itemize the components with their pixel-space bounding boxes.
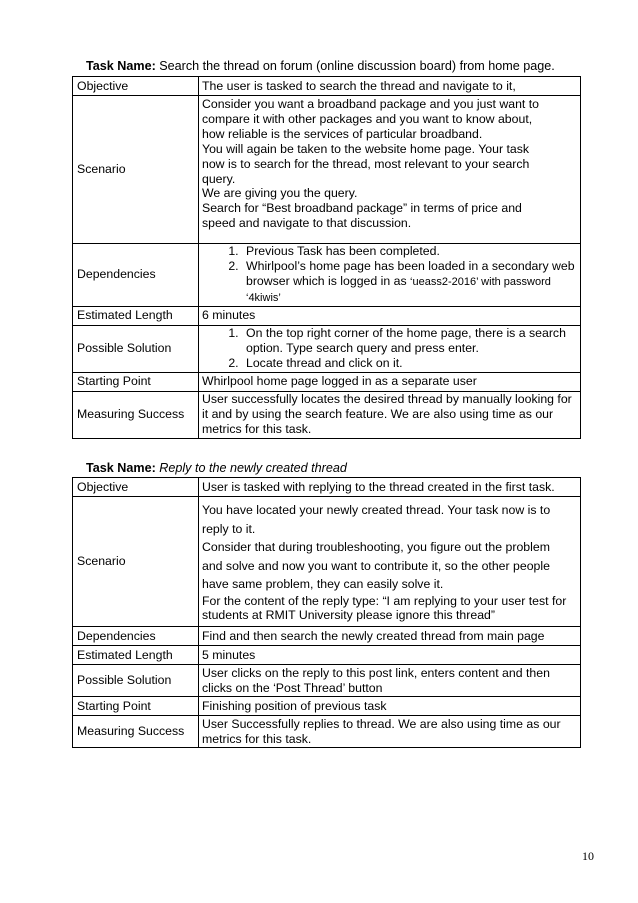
task2-solution-label: Possible Solution <box>73 665 199 697</box>
task2-row-scenario <box>73 497 581 627</box>
task2-success-label: Measuring Success <box>73 716 199 748</box>
task2-row-length <box>73 646 581 665</box>
scenario-line: reply to it. <box>202 521 256 536</box>
task2-dependencies: Find and then search the newly created thread from main page <box>199 627 581 646</box>
task1-row-solution <box>73 325 581 372</box>
task1-length: 6 minutes <box>199 306 581 325</box>
task2-scenario-label: Scenario <box>73 497 199 627</box>
scenario-line: We are giving you the query. <box>202 186 358 201</box>
task2-objective-label: Objective <box>73 478 199 497</box>
task1-row-success <box>73 391 581 438</box>
task1-heading-label: Task Name: <box>86 59 156 73</box>
task1-solution <box>199 325 581 372</box>
dependency-item <box>242 259 578 306</box>
task2-start-label: Starting Point <box>73 697 199 716</box>
task2-row-success <box>73 716 581 748</box>
task1-objective: The user is tasked to search the thread and navigate to it, <box>199 77 581 96</box>
scenario-line: query. <box>202 171 236 186</box>
task2-row-objective <box>73 478 581 497</box>
page-number: 10 <box>582 849 594 863</box>
task1-start-label: Starting Point <box>73 372 199 391</box>
task2-row-solution <box>73 665 581 697</box>
scenario-line: and solve and now you want to contribute it, so the other people <box>202 558 550 573</box>
dependency-text: Whirlpool’s home page has been loaded in a secondary web browser which is logged in as <box>246 258 575 288</box>
scenario-line: Search for “Best broadband package” in terms of price and <box>202 201 522 216</box>
task1-row-dependencies <box>73 244 581 307</box>
task1-solution-label: Possible Solution <box>73 325 199 372</box>
task2-row-start <box>73 697 581 716</box>
task2-solution: User clicks on the reply to this post link, enters content and then clicks on the ‘Post Thread’ button <box>199 665 581 697</box>
task1-row-scenario <box>73 96 581 244</box>
task2-scenario <box>199 497 581 627</box>
task1-objective-label: Objective <box>73 77 199 96</box>
task2-objective: User is tasked with replying to the thread created in the first task. <box>199 478 581 497</box>
task1-start: Whirlpool home page logged in as a separate user <box>199 372 581 391</box>
task2-dependencies-label: Dependencies <box>73 627 199 646</box>
task1-heading <box>86 59 555 73</box>
task1-row-objective <box>73 77 581 96</box>
task1-row-length <box>73 306 581 325</box>
scenario-line: Consider you want a broadband package and you just want to <box>202 97 540 111</box>
task1-dependencies <box>199 244 581 307</box>
task2-start: Finishing position of previous task <box>199 697 581 716</box>
scenario-line: compare it with other packages and you want to know about, <box>202 111 533 126</box>
task1-scenario <box>199 96 581 244</box>
solution-item: 1. On the top right corner of the home page, there is a search option. Type search query and press enter. <box>242 326 578 356</box>
solution-item: 2. Locate thread and click on it. <box>242 356 578 371</box>
task1-heading-text: Search the thread on forum (online discussion board) from home page. <box>159 59 555 73</box>
task2-heading-text: Reply to the newly created thread <box>159 461 347 475</box>
task1-table <box>72 76 581 439</box>
scenario-line: how reliable is the services of particular broadband. <box>202 126 483 141</box>
scenario-line: now is to search for the thread, most relevant to your search <box>202 156 530 171</box>
scenario-line: Consider that during troubleshooting, you figure out the problem <box>202 540 550 555</box>
task2-table <box>72 477 581 748</box>
task2-length-label: Estimated Length <box>73 646 199 665</box>
task2-success: User Successfully replies to thread. We are also using time as our metrics for this task. <box>199 716 581 748</box>
task2-heading-label: Task Name: <box>86 461 156 475</box>
scenario-line: You have located your newly created thread. Your task now is to <box>202 503 551 518</box>
task1-dependencies-label: Dependencies <box>73 244 199 307</box>
task1-scenario-label: Scenario <box>73 96 199 244</box>
scenario-line: You will again be taken to the website home page. Your task <box>202 141 530 156</box>
task1-row-start <box>73 372 581 391</box>
task1-success: User successfully locates the desired thread by manually looking for it and by using the search feature. We are also using time as our metrics for this task. <box>199 391 581 438</box>
task2-heading <box>86 461 347 475</box>
dependency-item: 1. Previous Task has been completed. <box>242 244 578 259</box>
task1-success-label: Measuring Success <box>73 391 199 438</box>
scenario-reply: For the content of the reply type: “I am replying to your user test for students at RMIT University please ignore this thread” <box>202 593 567 622</box>
task1-length-label: Estimated Length <box>73 306 199 325</box>
dependency-credentials: ‘ueass2-2016’ with password ‘4kiwis’ <box>246 275 551 304</box>
scenario-line: have same problem, they can easily solve it. <box>202 577 444 592</box>
scenario-line: speed and navigate to that discussion. <box>202 216 412 231</box>
task2-row-dependencies <box>73 627 581 646</box>
task2-length: 5 minutes <box>199 646 581 665</box>
